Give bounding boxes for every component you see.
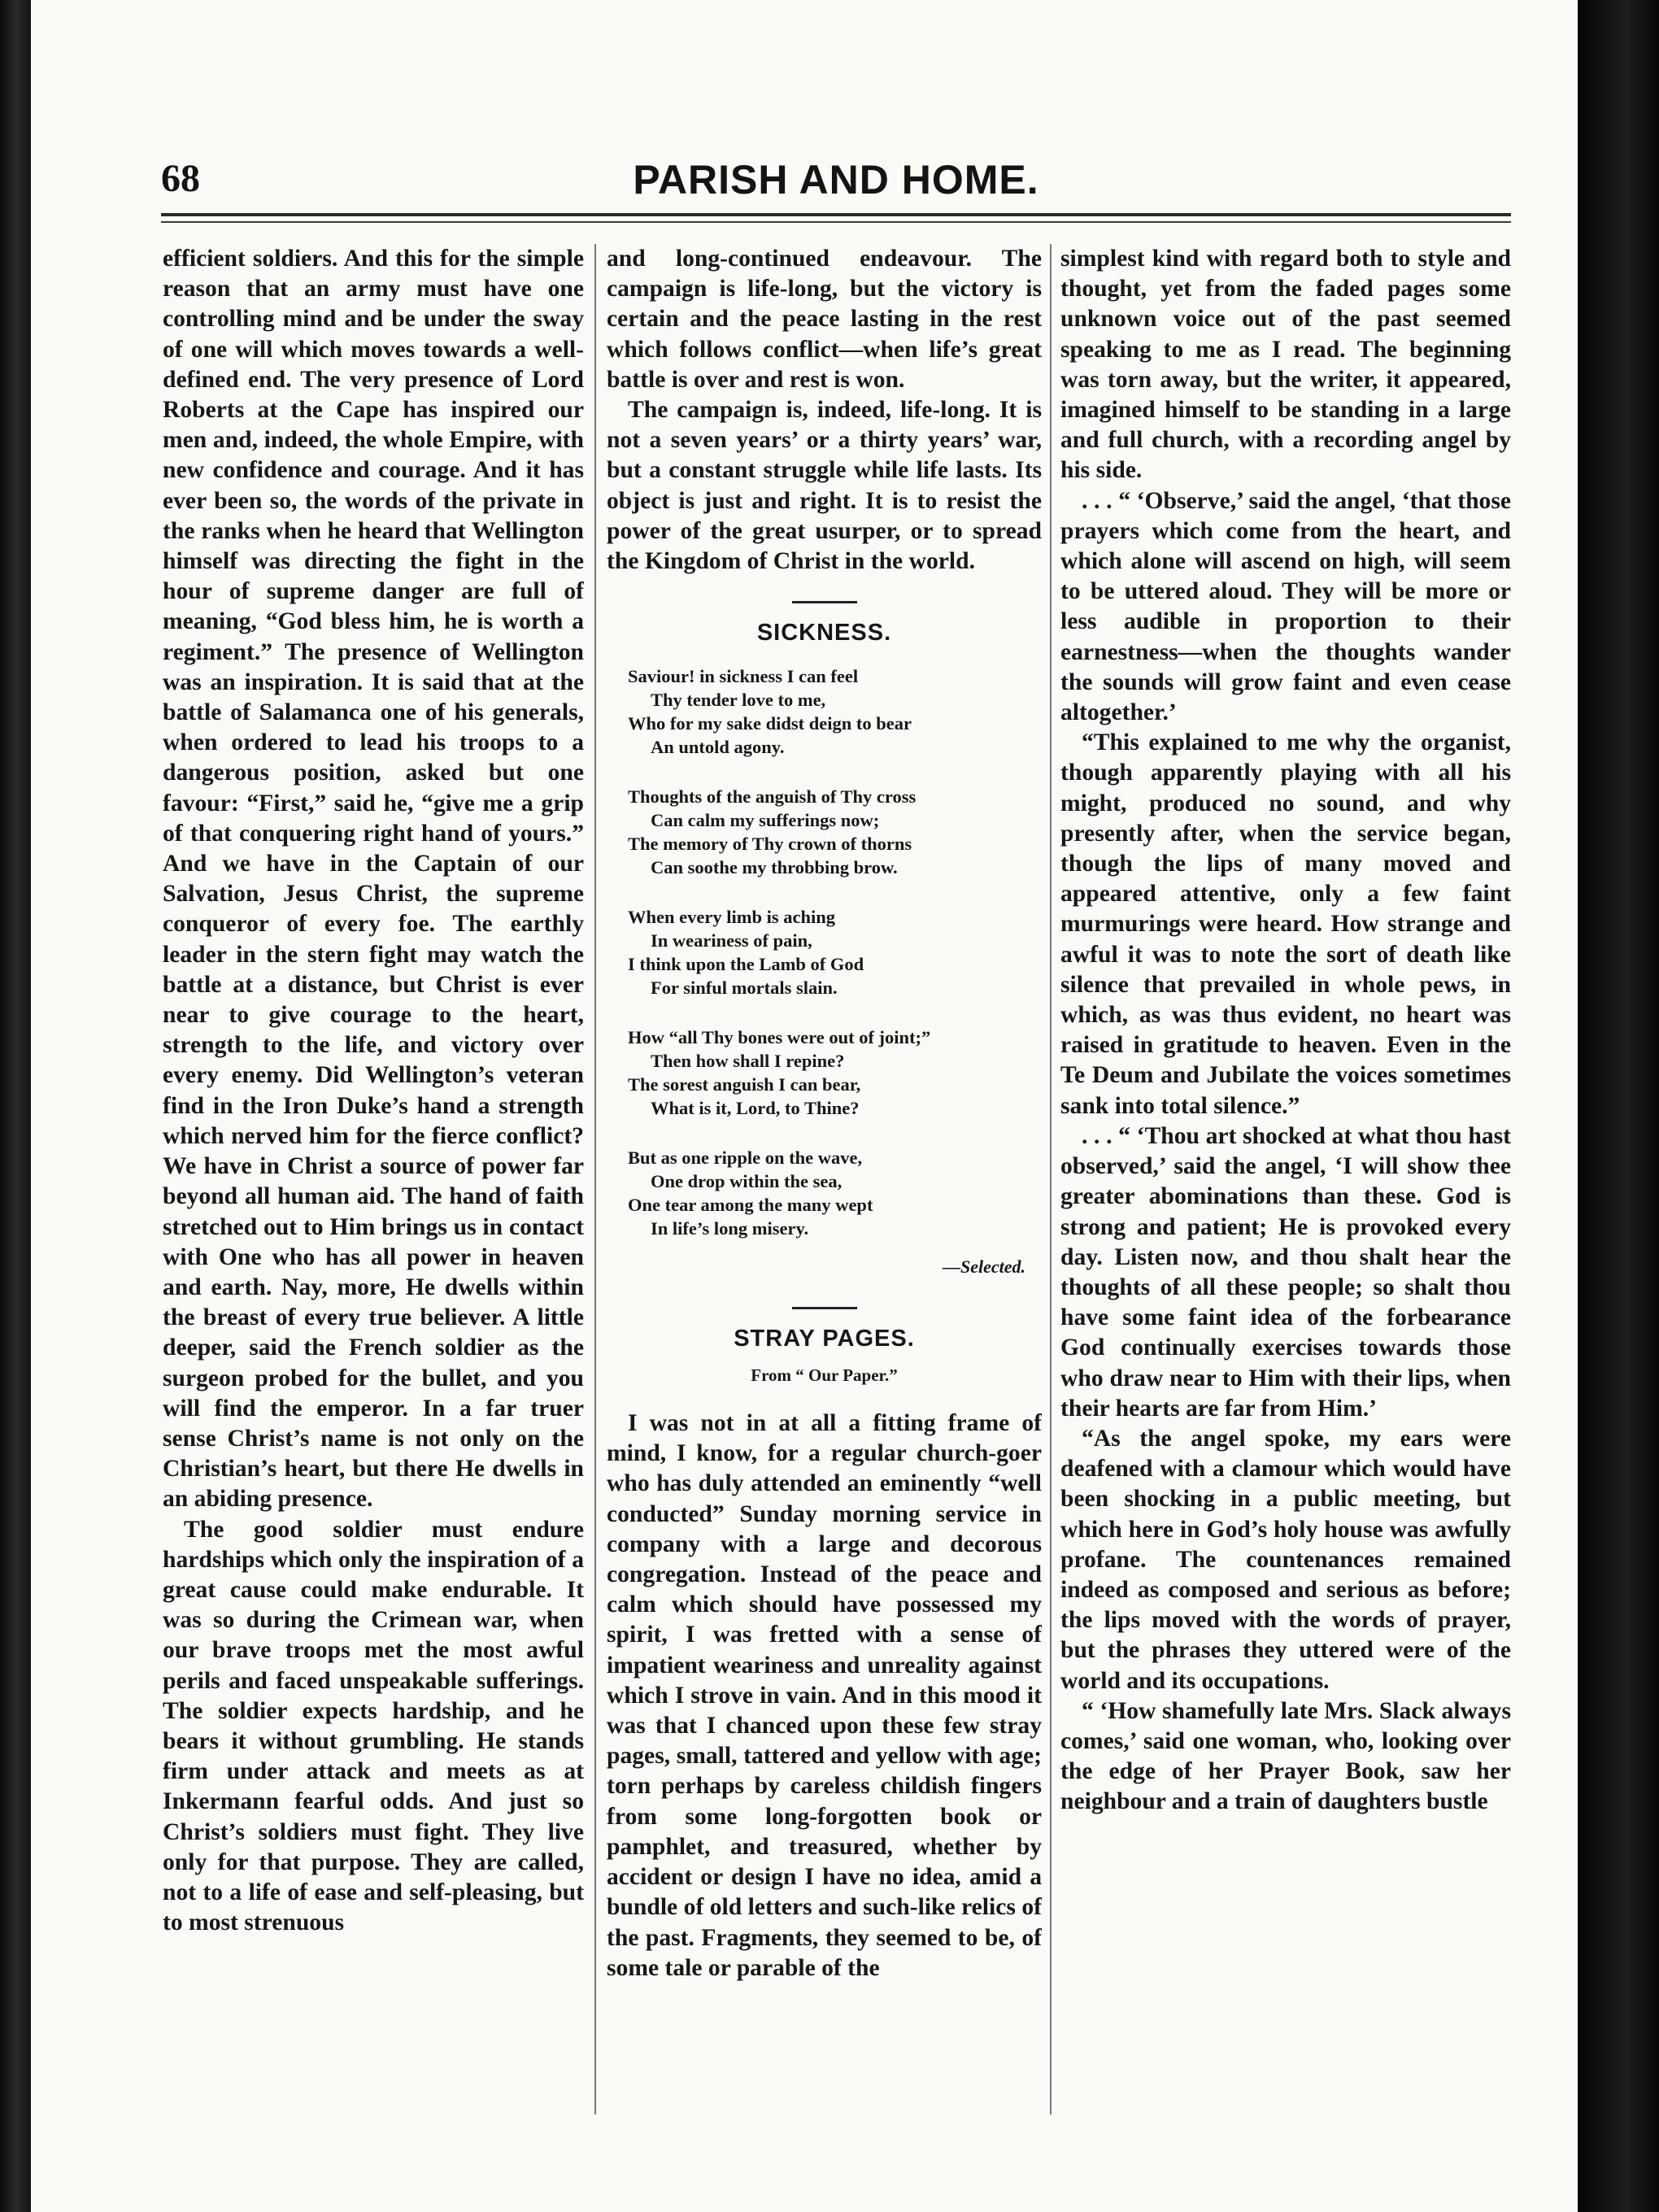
poem-line: Saviour! in sickness I can feel bbox=[628, 666, 859, 687]
poem-line: What is it, Lord, to Thine? bbox=[651, 1098, 860, 1119]
poem-line: One tear among the many wept bbox=[628, 1195, 873, 1216]
poem-line: For sinful mortals slain. bbox=[651, 978, 838, 999]
poem-line: Can calm my sufferings now; bbox=[651, 810, 880, 831]
body-paragraph: The good soldier must endure hardships which only the inspiration of a great cause could make endurable. It was so during the Crimean war, when our brave troops met the most awful perils and faced unspeakable sufferings. The soldier expects hardship, and he bears it without grumbling. He stands firm under attack and meets as at Inkermann fearful odds. And just so Christ’s soldiers must fight. They live only for that purpose. They are called, not to a life of ease and self-pleasing, but to most strenuous bbox=[163, 1516, 584, 1936]
poem-stanza bbox=[628, 1025, 1042, 1120]
poem-line: Then how shall I repine? bbox=[651, 1051, 845, 1072]
right-column bbox=[1060, 244, 1511, 2196]
page-header bbox=[161, 156, 1511, 213]
body-paragraph: The campaign is, indeed, life-long. It is not a seven years’ or a thirty years’ war, but a constant struggle while life lasts. Its object is just and right. It is to resist the power of the great usurper, or to spread the Kingdom of Christ in the world. bbox=[607, 397, 1042, 575]
scan-page-edge bbox=[1578, 0, 1659, 2212]
poem-line: In life’s long misery. bbox=[651, 1218, 809, 1239]
poem-line: Thy tender love to me, bbox=[651, 690, 826, 711]
column-divider bbox=[594, 244, 596, 2114]
body-paragraph: I was not in at all a fitting frame of mind, I know, for a regular church-goer who has duly attended an eminently “well conducted” Sunday morning service in company with a large and decorous congregation. Instead of the peace and calm which should have possessed my spirit, I was fretted with a sense of impatient weariness and unreality against which I strove in vain. And in this mood it was that I chanced upon these few stray pages, small, tattered and yellow with age; torn perhaps by careless childish fingers from some long-forgotten book or pamphlet, and treasured, whether by accident or design I have no idea, amid a bundle of old letters and such-like relics of the past. Fragments, they seemed to be, of some tale or parable of the bbox=[607, 1410, 1042, 1981]
poem-line: I think upon the Lamb of God bbox=[628, 954, 864, 975]
column-divider bbox=[1050, 244, 1052, 2114]
poem-title: SICKNESS. bbox=[756, 620, 892, 647]
running-title: PARISH AND HOME. bbox=[633, 157, 1039, 202]
poem-stanza bbox=[628, 905, 1042, 999]
poem-line: Thoughts of the anguish of Thy cross bbox=[628, 786, 917, 808]
section-title: STRAY PAGES. bbox=[734, 1325, 915, 1352]
body-paragraph: . . . “ ‘Thou art shocked at what thou hast observed,’ said the angel, ‘I will show thee greater abominations than these. God is strong and patient; He is provoked every day. Listen now, and thou shalt hear the thoughts of all these people; so shalt thou have some faint idea of the forbearance God continually exercises towards those who draw near to Him with their lips, when their hearts are far from Him.’ bbox=[1060, 1122, 1511, 1422]
section-divider bbox=[792, 1307, 857, 1309]
poem-stanza bbox=[628, 785, 1042, 879]
body-paragraph: “As the angel spoke, my ears were deafened with a clamour which would have been shocking in a public meeting, but which here in God’s holy house was awfully profane. The countenances remained indeed as composed and serious as before; the lips moved with the words of prayer, but the phrases they uttered were of the world and its occupations. bbox=[1060, 1425, 1511, 1694]
body-paragraph: . . . “ ‘Observe,’ said the angel, ‘that those prayers which come from the heart, and which alone will ascend on high, will seem to be uttered aloud. They will be more or less audible in proportion to their earnestness—when the thoughts wander the sounds will grow faint and even cease altogether.’ bbox=[1060, 487, 1511, 726]
poem-line: But as one ripple on the wave, bbox=[628, 1147, 863, 1169]
scan-binding-edge bbox=[0, 0, 31, 2212]
poem-line: The sorest anguish I can bear, bbox=[628, 1074, 861, 1095]
section-subtitle: From “ Our Paper.” bbox=[751, 1365, 898, 1385]
poem-attribution: —Selected. bbox=[942, 1256, 1025, 1278]
poem-line: Can soothe my throbbing brow. bbox=[651, 857, 898, 878]
poem-line: The memory of Thy crown of thorns bbox=[628, 834, 912, 855]
body-paragraph: “This explained to me why the organist, though apparently playing with all his might, produced no sound, and why presently after, when the service began, though the lips of many moved and appeared attentive, only a few faint murmurings were heard. How strange and awful it was to note the sort of death like silence that prevailed in whole pews, in which, as was thus evident, no heart was raised in gratitude to heaven. Even in the Te Deum and Jubilate the voices sometimes sank into total silence.” bbox=[1060, 729, 1511, 1119]
body-paragraph: and long-continued endeavour. The campaign is life-long, but the victory is certain and the peace lasting in the rest which follows conflict—when life’s great battle is over and rest is won. bbox=[607, 246, 1042, 393]
magazine-page bbox=[31, 0, 1578, 2212]
poem-line: Who for my sake didst deign to bear bbox=[628, 713, 912, 734]
poem-line: When every limb is aching bbox=[628, 907, 836, 928]
poem bbox=[628, 664, 1042, 1240]
middle-column bbox=[607, 244, 1042, 2196]
body-paragraph: efficient soldiers. And this for the simple reason that an army must have one controlling mind and be under the sway of one will which moves towards a well-defined end. The very presence of Lord Roberts at the Cape has inspired our men and, indeed, the whole Empire, with new confidence and courage. And it has ever been so, the words of the private in the ranks when he heard that Wellington himself was directing the fight in the hour of supreme danger are full of meaning, “God bless him, he is worth a regiment.” The presence of Wellington was an inspiration. It is said that at the battle of Salamanca one of his generals, when ordered to lead his troops to a dangerous position, asked but one favour: “First,” said he, “give me a grip of that conquering right hand of yours.” And we have in the Captain of our Salvation, Jesus Christ, the supreme conqueror of every foe. The earthly leader in the stern fight may watch the battle at a distance, but Christ is ever near to give courage to the heart, strength to the life, and victory over every enemy. Did Wellington’s veteran find in the Iron Duke’s hand a strength which nerved him for the fierce conflict? We have in Christ a source of power far beyond all human aid. The hand of faith stretched out to Him brings us in contact with One who has all power in heaven and earth. Nay, more, He dwells within the breast of every true believer. A little deeper, said the French soldier as the surgeon probed for the bullet, and you will find the emperor. In a far truer sense Christ’s name is not only on the Christian’s heart, but there He dwells in an abiding presence. bbox=[163, 246, 584, 1513]
body-paragraph: simplest kind with regard both to style and thought, yet from the faded pages some unknown voice out of the past seemed speaking to me as I read. The beginning was torn away, but the writer, it appeared, imagined himself to be standing in a large and full church, with a recording angel by his side. bbox=[1060, 246, 1511, 484]
header-rule-thin bbox=[161, 221, 1511, 223]
left-column bbox=[163, 244, 584, 2196]
header-rule bbox=[161, 213, 1511, 216]
section-divider bbox=[792, 601, 857, 603]
poem-stanza bbox=[628, 664, 1042, 759]
body-paragraph: “ ‘How shamefully late Mrs. Slack always comes,’ said one woman, who, looking over the edge of her Prayer Book, saw her neighbour and a train of daughters bustle bbox=[1060, 1697, 1511, 1815]
page-number: 68 bbox=[161, 157, 200, 200]
poem-line: In weariness of pain, bbox=[651, 930, 812, 951]
poem-line: An untold agony. bbox=[651, 737, 785, 758]
poem-line: How “all Thy bones were out of joint;” bbox=[628, 1027, 931, 1048]
poem-line: One drop within the sea, bbox=[651, 1171, 843, 1192]
poem-stanza bbox=[628, 1146, 1042, 1240]
